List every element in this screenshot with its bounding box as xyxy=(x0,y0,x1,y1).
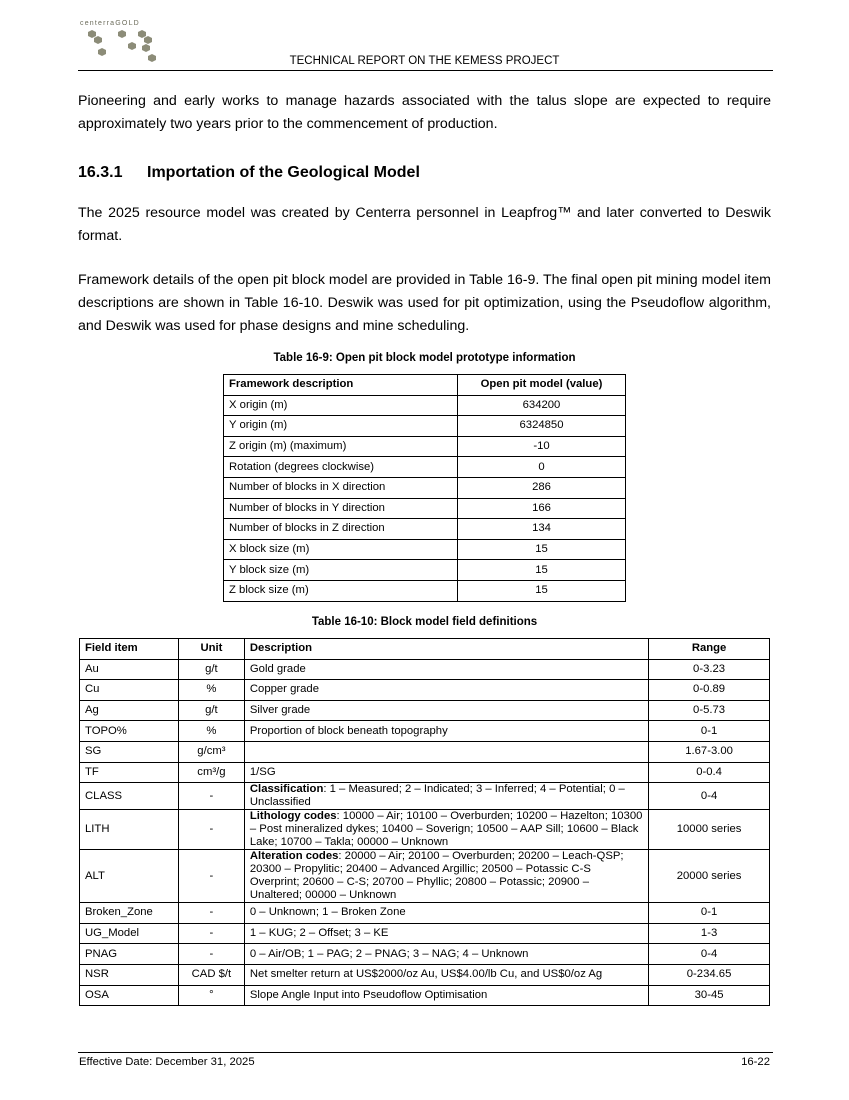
framework-description-cell: Number of blocks in X direction xyxy=(224,477,458,498)
page-number: 16-22 xyxy=(741,1056,770,1068)
description-cell xyxy=(244,762,648,783)
table-row xyxy=(80,700,770,721)
table-header-row xyxy=(224,375,626,396)
field-item-cell: LITH xyxy=(80,810,179,850)
effective-date: Effective Date: December 31, 2025 xyxy=(79,1056,255,1068)
description-text: Slope Angle Input into Pseudoflow Optimisation xyxy=(249,988,488,1001)
column-header: Range xyxy=(649,639,770,660)
table-row xyxy=(224,519,626,540)
description-cell xyxy=(244,721,648,742)
range-cell: 0-1 xyxy=(649,721,770,742)
table-row xyxy=(80,964,770,985)
description-cell xyxy=(244,903,648,924)
description-cell xyxy=(244,850,648,903)
field-item-cell: NSR xyxy=(80,964,179,985)
range-cell: 1-3 xyxy=(649,923,770,944)
field-item-cell: TF xyxy=(80,762,179,783)
table-row xyxy=(80,783,770,810)
unit-cell: - xyxy=(178,850,244,903)
table-row xyxy=(80,762,770,783)
range-cell: 0-3.23 xyxy=(649,659,770,680)
table-row xyxy=(224,539,626,560)
framework-description-cell: Number of blocks in Z direction xyxy=(224,519,458,540)
table-row xyxy=(224,477,626,498)
field-item-cell: SG xyxy=(80,741,179,762)
range-cell: 0-0.89 xyxy=(649,680,770,701)
description-cell xyxy=(244,810,648,850)
field-item-cell: PNAG xyxy=(80,944,179,965)
description-text: : 20000 – Air; 20100 – Overburden; 20200 – Leach-QSP; 20300 – Propylitic; 20400 – Advanced Argillic; 20500 – Potassic C-S Overprint; 20600 – C-S; 20700 – Phyllic; 20800 – Potassic; 20900 – Unaltered; 00000 – Unknown xyxy=(249,850,624,902)
report-header-title: TECHNICAL REPORT ON THE KEMESS PROJECT xyxy=(289,55,560,67)
table-row xyxy=(224,457,626,478)
unit-cell: ° xyxy=(178,985,244,1006)
unit-cell: % xyxy=(178,680,244,701)
field-item-cell: UG_Model xyxy=(80,923,179,944)
unit-cell: g/t xyxy=(178,659,244,680)
range-cell: 0-1 xyxy=(649,903,770,924)
range-cell: 30-45 xyxy=(649,985,770,1006)
unit-cell: g/t xyxy=(178,700,244,721)
unit-cell: - xyxy=(178,944,244,965)
table-row xyxy=(80,944,770,965)
table-row xyxy=(80,923,770,944)
field-item-cell: Cu xyxy=(80,680,179,701)
description-cell xyxy=(244,659,648,680)
framework-description-cell: Rotation (degrees clockwise) xyxy=(224,457,458,478)
framework-description-cell: Number of blocks in Y direction xyxy=(224,498,458,519)
description-label: Lithology codes xyxy=(249,810,337,823)
description-text: Silver grade xyxy=(249,704,311,717)
framework-description-cell: X origin (m) xyxy=(224,395,458,416)
field-item-cell: TOPO% xyxy=(80,721,179,742)
unit-cell: cm³/g xyxy=(178,762,244,783)
field-item-cell: ALT xyxy=(80,850,179,903)
unit-cell: - xyxy=(178,810,244,850)
table-row xyxy=(224,560,626,581)
field-item-cell: OSA xyxy=(80,985,179,1006)
column-header: Unit xyxy=(178,639,244,660)
paragraph-framework: Framework details of the open pit block model are provided in Table 16-9. The final open pit mining model item descriptions are shown in Table 16-10. Deswik was used for pit optimization, using the Pseudoflow algorithm, and Deswik was used for phase designs and mine scheduling. xyxy=(78,272,771,334)
column-header: Field item xyxy=(80,639,179,660)
model-value-cell: 134 xyxy=(458,519,626,540)
range-cell: 0-4 xyxy=(649,783,770,810)
column-header: Open pit model (value) xyxy=(458,375,626,396)
model-value-cell: 634200 xyxy=(458,395,626,416)
table-row xyxy=(80,850,770,903)
description-cell xyxy=(244,985,648,1006)
framework-description-cell: Z block size (m) xyxy=(224,580,458,601)
range-cell: 1.67-3.00 xyxy=(649,741,770,762)
unit-cell: - xyxy=(178,903,244,924)
table2-caption: Table 16-10: Block model field definitions xyxy=(311,616,538,628)
framework-description-cell: Y origin (m) xyxy=(224,416,458,437)
field-item-cell: Broken_Zone xyxy=(80,903,179,924)
unit-cell: - xyxy=(178,923,244,944)
table-row xyxy=(224,580,626,601)
footer-divider xyxy=(78,1052,773,1053)
description-text: 1 – KUG; 2 – Offset; 3 – KE xyxy=(249,927,389,940)
description-cell xyxy=(244,944,648,965)
table1-caption: Table 16-9: Open pit block model prototype information xyxy=(273,352,576,364)
table-row xyxy=(80,810,770,850)
description-text: Gold grade xyxy=(249,662,306,675)
framework-description-cell: X block size (m) xyxy=(224,539,458,560)
table-row xyxy=(80,659,770,680)
paragraph-talus: Pioneering and early works to manage hazards associated with the talus slope are expected to require approximately two years prior to the commencement of production. xyxy=(78,93,771,132)
unit-cell: % xyxy=(178,721,244,742)
description-text: Copper grade xyxy=(249,683,319,696)
logo-text: centerraGOLD xyxy=(80,20,140,27)
description-cell xyxy=(244,741,648,762)
field-item-cell: Au xyxy=(80,659,179,680)
description-cell xyxy=(244,783,648,810)
framework-description-cell: Y block size (m) xyxy=(224,560,458,581)
field-item-cell: Ag xyxy=(80,700,179,721)
model-value-cell: 6324850 xyxy=(458,416,626,437)
table-row xyxy=(80,903,770,924)
range-cell: 10000 series xyxy=(649,810,770,850)
model-value-cell: -10 xyxy=(458,436,626,457)
table-header-row xyxy=(80,639,770,660)
unit-cell: g/cm³ xyxy=(178,741,244,762)
model-value-cell: 15 xyxy=(458,560,626,581)
unit-cell: CAD $/t xyxy=(178,964,244,985)
model-value-cell: 0 xyxy=(458,457,626,478)
section-number: 16.3.1 xyxy=(78,164,123,181)
table-row xyxy=(224,395,626,416)
range-cell: 0-5.73 xyxy=(649,700,770,721)
model-value-cell: 15 xyxy=(458,580,626,601)
table-row xyxy=(80,741,770,762)
column-header: Framework description xyxy=(224,375,458,396)
description-text: Proportion of block beneath topography xyxy=(249,724,448,737)
block-model-prototype-table xyxy=(223,374,626,602)
description-text: 1/SG xyxy=(249,765,276,778)
description-label: Classification xyxy=(249,783,324,796)
model-value-cell: 15 xyxy=(458,539,626,560)
table-row xyxy=(224,416,626,437)
description-label: Alteration codes xyxy=(249,850,339,863)
description-cell xyxy=(244,680,648,701)
table-row xyxy=(224,436,626,457)
section-title: Importation of the Geological Model xyxy=(147,164,420,181)
field-item-cell: CLASS xyxy=(80,783,179,810)
unit-cell: - xyxy=(178,783,244,810)
description-text: 0 – Unknown; 1 – Broken Zone xyxy=(249,906,406,919)
model-value-cell: 166 xyxy=(458,498,626,519)
section-heading xyxy=(78,164,420,182)
framework-description-cell: Z origin (m) (maximum) xyxy=(224,436,458,457)
range-cell: 0-4 xyxy=(649,944,770,965)
description-text: : 10000 – Air; 10100 – Overburden; 10200 – Hazelton; 10300 – Post mineralized dykes; 10400 – Soverign; 10500 – AAP Sill; 10600 – Black Lake; 10700 – Takla; 00000 – Unknown xyxy=(249,810,643,849)
paragraph-resource-model: The 2025 resource model was created by Centerra personnel in Leapfrog™ and later converted to Deswik format. xyxy=(78,205,771,244)
description-text: : 1 – Measured; 2 – Indicated; 3 – Inferred; 4 – Potential; 0 – Unclassified xyxy=(249,783,625,809)
table-row xyxy=(224,498,626,519)
description-cell xyxy=(244,964,648,985)
model-value-cell: 286 xyxy=(458,477,626,498)
range-cell: 0-0.4 xyxy=(649,762,770,783)
table-row xyxy=(80,680,770,701)
description-cell xyxy=(244,923,648,944)
table-row xyxy=(80,985,770,1006)
block-model-field-definitions-table xyxy=(79,638,770,1006)
description-cell xyxy=(244,700,648,721)
table-row xyxy=(80,721,770,742)
header-divider xyxy=(78,70,773,71)
description-text: 0 – Air/OB; 1 – PAG; 2 – PNAG; 3 – NAG; 4 – Unknown xyxy=(249,947,529,960)
column-header: Description xyxy=(244,639,648,660)
description-text: Net smelter return at US$2000/oz Au, US$4.00/lb Cu, and US$0/oz Ag xyxy=(249,968,603,981)
range-cell: 0-234.65 xyxy=(649,964,770,985)
range-cell: 20000 series xyxy=(649,850,770,903)
